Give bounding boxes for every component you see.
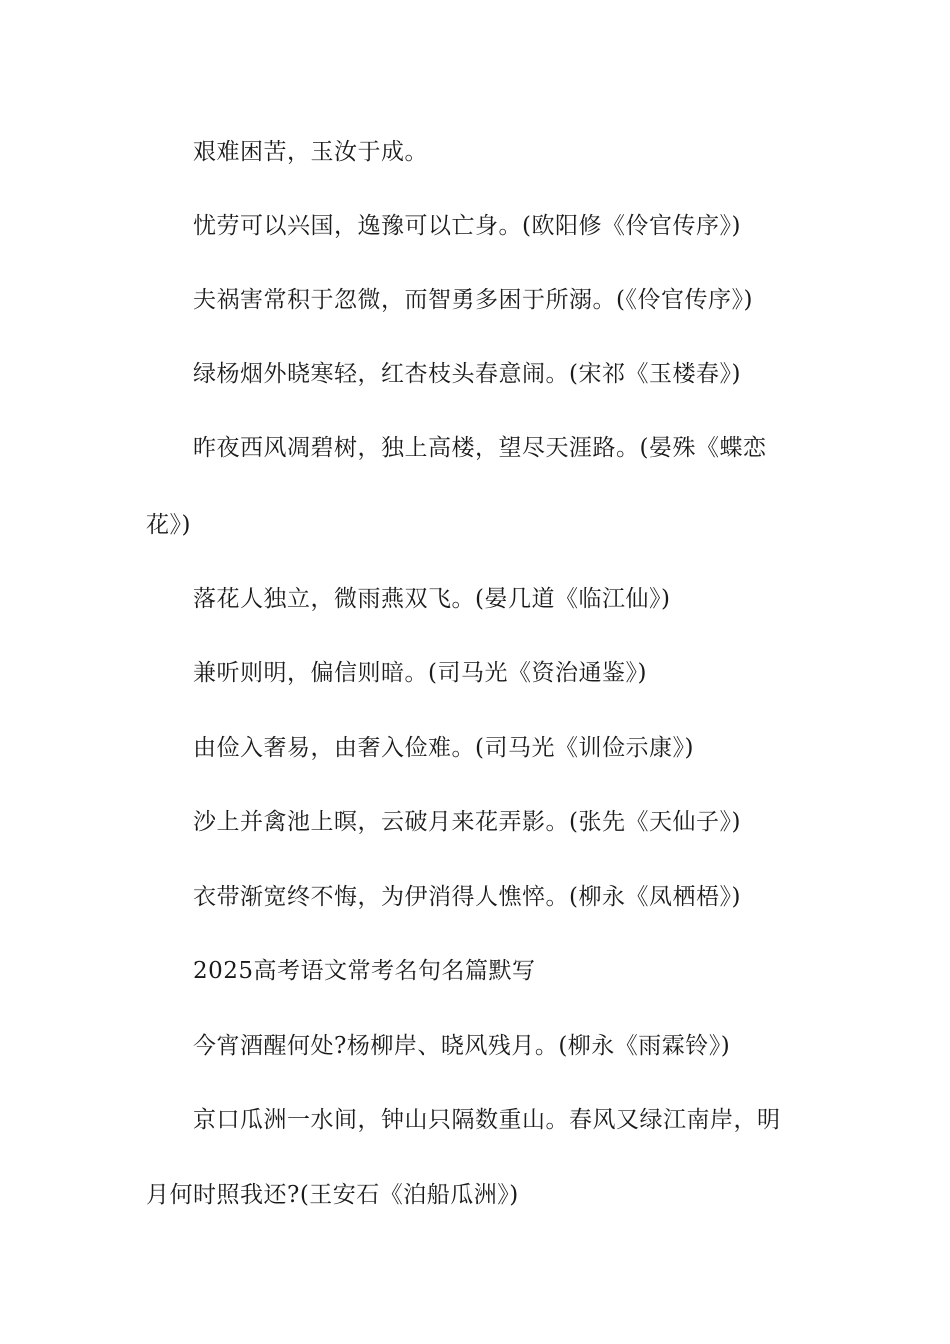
text-line: 绿杨烟外晓寒轻，红杏枝头春意闹。(宋祁《玉楼春》) (193, 361, 741, 387)
text-line: 昨夜西风凋碧树，独上高楼，望尽天涯路。(晏殊《蝶恋 (193, 435, 767, 461)
text-line: 落花人独立，微雨燕双飞。(晏几道《临江仙》) (193, 586, 671, 612)
text-line-continuation: 月何时照我还?(王安石《泊船瓜洲》) (146, 1182, 519, 1208)
text-line: 沙上并禽池上暝，云破月来花弄影。(张先《天仙子》) (193, 809, 741, 835)
text-line: 衣带渐宽终不悔，为伊消得人憔悴。(柳永《凤栖梧》) (193, 884, 741, 910)
text-line: 今宵酒醒何处?杨柳岸、晓风残月。(柳永《雨霖铃》) (193, 1033, 731, 1059)
text-line-continuation: 花》) (146, 512, 191, 538)
text-line: 夫祸害常积于忽微，而智勇多困于所溺。(《伶官传序》) (193, 287, 753, 313)
section-heading: 2025高考语文常考名句名篇默写 (193, 958, 536, 984)
text-line: 京口瓜洲一水间，钟山只隔数重山。春风又绿江南岸，明 (193, 1107, 781, 1133)
text-line: 兼听则明，偏信则暗。(司马光《资治通鉴》) (193, 660, 647, 686)
text-line: 艰难困苦，玉汝于成。 (193, 139, 428, 165)
text-line: 由俭入奢易，由奢入俭难。(司马光《训俭示康》) (193, 735, 694, 761)
text-line: 忧劳可以兴国，逸豫可以亡身。(欧阳修《伶官传序》) (193, 213, 741, 239)
